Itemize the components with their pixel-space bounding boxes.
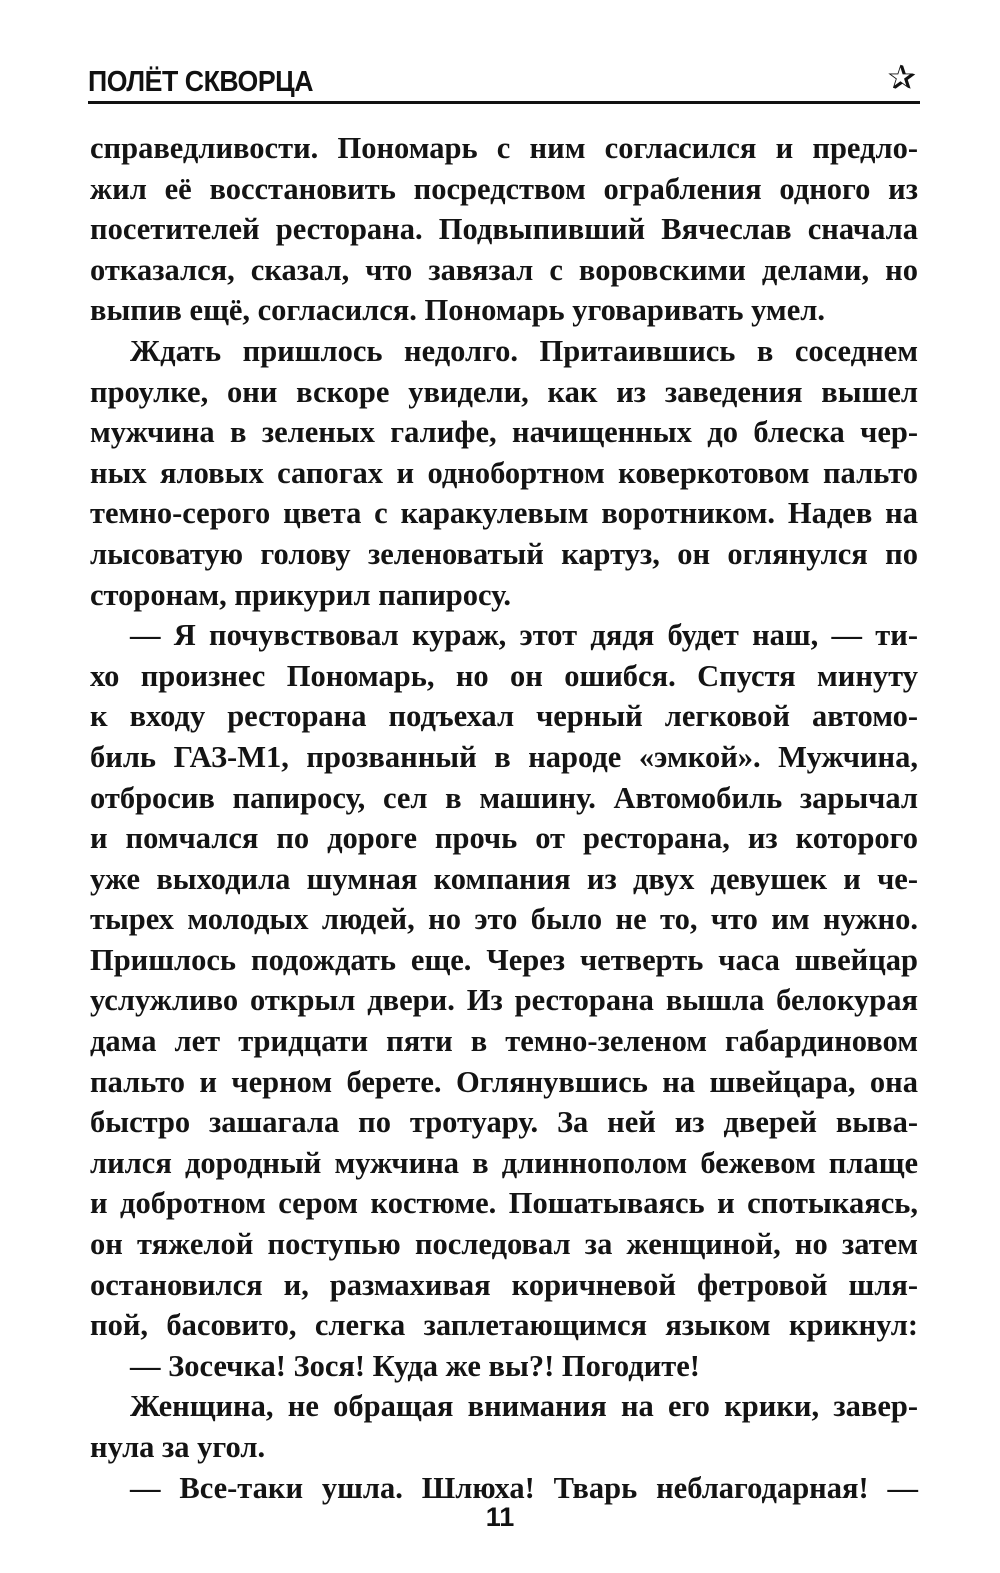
text-line: отбросив папиросу, сел в машину. Автомобиль зарычал xyxy=(90,780,918,815)
text-line: справедливости. Пономарь с ним согласился и предло- xyxy=(90,131,918,165)
text-line: остановился и, размахивая коричневой фетровой шля- xyxy=(90,1267,918,1302)
text-line: жил её восстановить посредством ограбления одного из xyxy=(90,171,918,206)
text-line: дама лет тридцати пяти в темно-зеленом габардиновом xyxy=(90,1024,918,1059)
text-line: темно-серого цвета с каракулевым воротником. Надев на xyxy=(90,496,918,531)
text-line: сторонам, прикурил папиросу. xyxy=(90,577,511,612)
text-line: лился дородный мужчина в длиннополом бежевом плаще xyxy=(90,1145,918,1180)
text-line: мужчина в зеленых галифе, начищенных до блеска чер- xyxy=(90,415,918,450)
text-line: выпив ещё, согласился. Пономарь уговаривать умел. xyxy=(90,293,825,328)
text-line: — Зосечка! Зося! Куда же вы?! Погодите! xyxy=(130,1348,700,1383)
running-header xyxy=(88,58,920,106)
text-line: тырех молодых людей, но это было не то, что им нужно. xyxy=(90,902,918,937)
text-line: и добротном сером костюме. Пошатываясь и спотыкаясь, xyxy=(90,1186,918,1221)
text-line: пальто и черном берете. Оглянувшись на швейцара, она xyxy=(90,1064,918,1099)
text-line: услужливо открыл двери. Из ресторана вышла белокурая xyxy=(90,983,918,1018)
header-divider xyxy=(88,101,920,104)
text-line: нула за угол. xyxy=(90,1430,266,1464)
text-line: посетителей ресторана. Подвыпивший Вячеслав сначала xyxy=(90,212,918,247)
text-line: биль ГАЗ-М1, прозванный в народе «эмкой». Мужчина, xyxy=(90,739,918,774)
body-text xyxy=(90,128,918,1508)
text-line: хо произнес Пономарь, но он ошибся. Спустя минуту xyxy=(90,658,918,693)
page-number: 11 xyxy=(485,1502,515,1532)
text-line: ных яловых сапогах и однобортном коверкотовом пальто xyxy=(90,455,918,490)
text-line: пой, басовито, слегка заплетающимся языком крикнул: xyxy=(90,1308,918,1343)
star-icon: ✰ xyxy=(887,58,916,98)
text-line: — Все-таки ушла. Шлюха! Тварь неблагодарная! — xyxy=(130,1470,918,1505)
text-line: Пришлось подождать еще. Через четверть часа швейцар xyxy=(90,942,918,977)
text-line: он тяжелой поступью последовал за женщиной, но затем xyxy=(90,1227,918,1262)
text-line: уже выходила шумная компания из двух девушек и че- xyxy=(90,861,918,896)
running-header-title: ПОЛЁТ СКВОРЦА xyxy=(88,66,314,98)
text-line: и помчался по дороге прочь от ресторана, из которого xyxy=(90,821,918,856)
text-line: — Я почувствовал кураж, этот дядя будет наш, — ти- xyxy=(130,618,918,653)
text-line: быстро зашагала по тротуару. За ней из дверей выва- xyxy=(90,1105,918,1140)
text-line: к входу ресторана подъехал черный легковой автомо- xyxy=(90,699,918,734)
text-line: отказался, сказал, что завязал с воровскими делами, но xyxy=(90,252,918,287)
text-line: Ждать пришлось недолго. Притаившись в соседнем xyxy=(130,333,918,368)
text-line: Женщина, не обращая внимания на его крики, завер- xyxy=(130,1389,918,1424)
text-line: лысоватую голову зеленоватый картуз, он оглянулся по xyxy=(90,536,918,571)
text-line: проулке, они вскоре увидели, как из заведения вышел xyxy=(90,374,918,409)
